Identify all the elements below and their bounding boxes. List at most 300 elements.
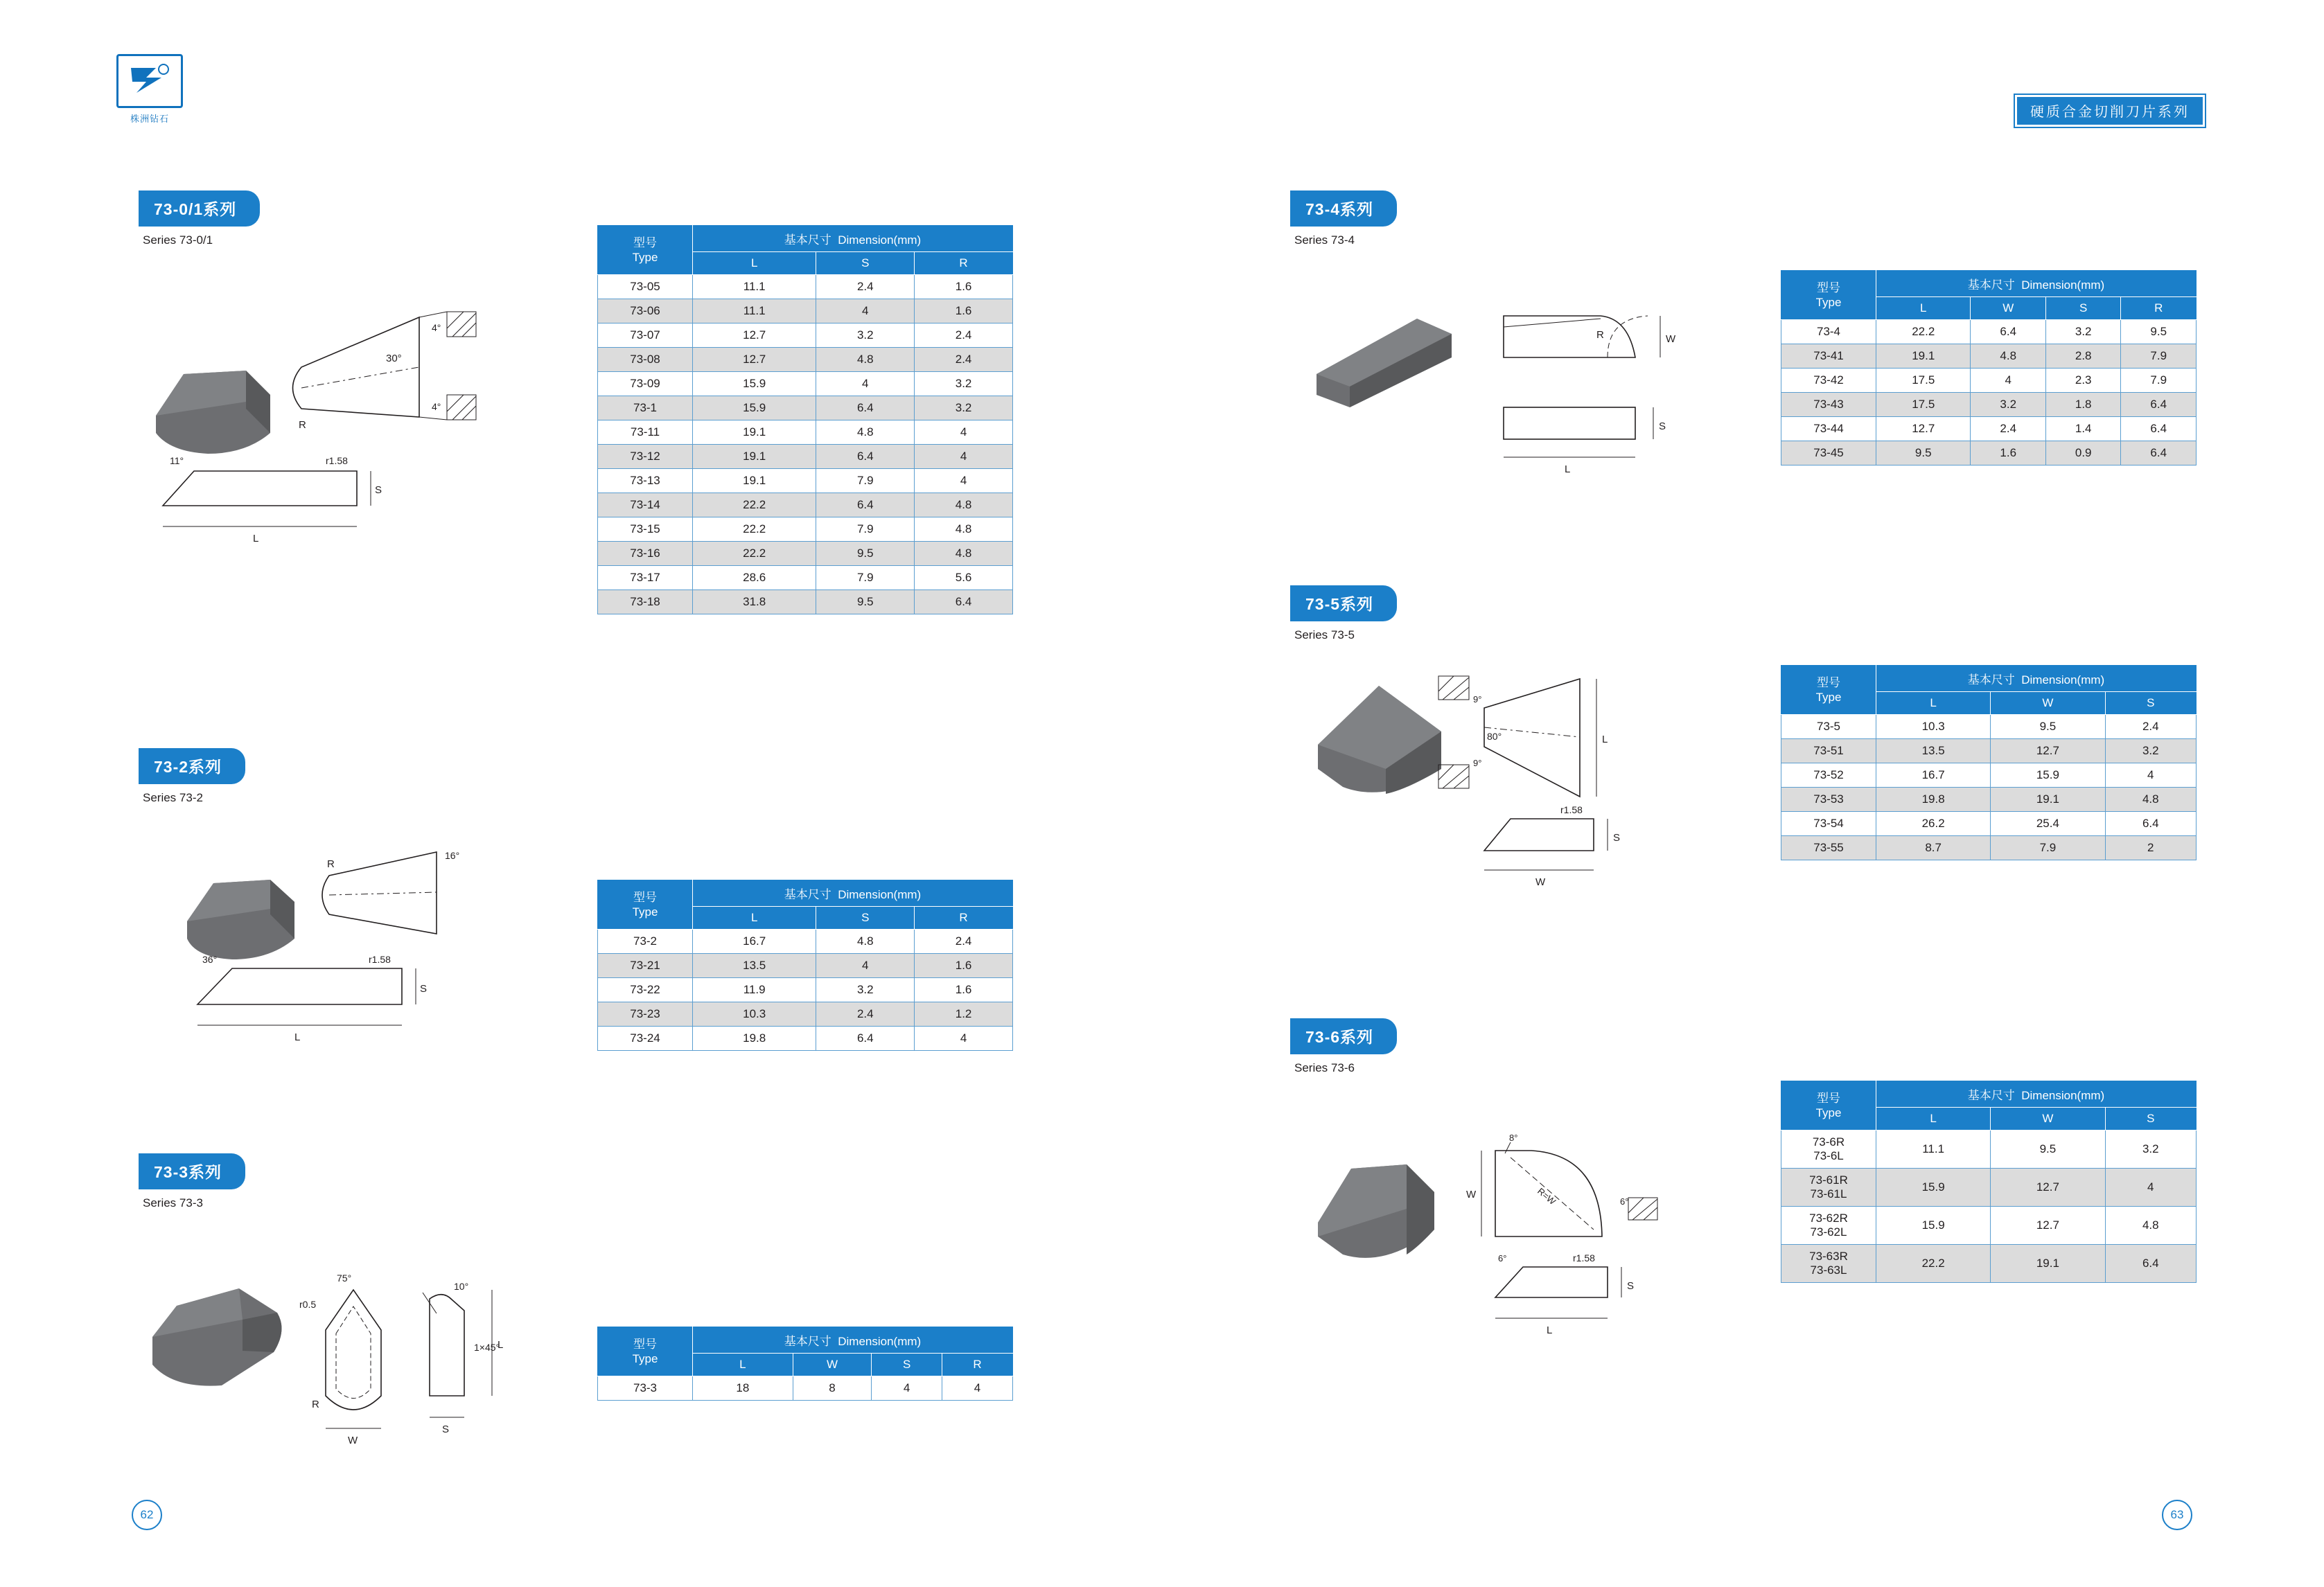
cell-value: 4.8 bbox=[816, 348, 915, 372]
header-col-s: S bbox=[2045, 297, 2120, 320]
cell-value: 4 bbox=[816, 372, 915, 396]
cell-value: 1.6 bbox=[915, 275, 1013, 299]
header-col-w: W bbox=[1991, 692, 2105, 715]
cell-value: 4.8 bbox=[915, 542, 1013, 566]
table-row bbox=[598, 348, 1013, 372]
section-heading-73-4 bbox=[1290, 190, 1397, 247]
cell-value: 3.2 bbox=[816, 978, 915, 1002]
cell-value: 6.4 bbox=[2121, 393, 2197, 417]
svg-text:S: S bbox=[420, 983, 428, 995]
header-col-l: L bbox=[693, 1354, 793, 1376]
cell-type: 73-42 bbox=[1781, 369, 1876, 393]
cell-value: 15.9 bbox=[693, 396, 816, 420]
cell-type: 73-44 bbox=[1781, 417, 1876, 441]
cell-type: 73-15 bbox=[598, 517, 693, 542]
cell-value: 6.4 bbox=[2105, 1245, 2196, 1283]
series-subtitle-73-5: Series 73-5 bbox=[1294, 628, 1355, 641]
svg-text:L: L bbox=[1547, 1324, 1553, 1336]
table-row bbox=[1781, 441, 2197, 466]
cell-type: 73-12 bbox=[598, 445, 693, 469]
svg-text:6°: 6° bbox=[1620, 1196, 1629, 1207]
cell-type: 73-61R 73-61L bbox=[1781, 1169, 1876, 1207]
cell-value: 6.4 bbox=[816, 1027, 915, 1051]
svg-text:r0.5: r0.5 bbox=[299, 1299, 317, 1310]
cell-value: 6.4 bbox=[2105, 812, 2196, 836]
svg-text:r1.58: r1.58 bbox=[1560, 804, 1583, 815]
drawing-73-2 bbox=[173, 817, 589, 1046]
cell-value: 7.9 bbox=[2121, 344, 2197, 369]
cell-type: 73-08 bbox=[598, 348, 693, 372]
cell-value: 6.4 bbox=[1971, 320, 2045, 344]
cell-value: 11.1 bbox=[693, 275, 816, 299]
svg-text:9°: 9° bbox=[1473, 758, 1482, 768]
drawing-73-3 bbox=[139, 1247, 610, 1462]
table-row bbox=[598, 978, 1013, 1002]
svg-text:30°: 30° bbox=[386, 353, 402, 364]
table-row bbox=[598, 445, 1013, 469]
cell-value: 1.2 bbox=[915, 1002, 1013, 1027]
cell-value: 4 bbox=[2105, 1169, 2196, 1207]
cell-type: 73-52 bbox=[1781, 763, 1876, 788]
cell-value: 11.9 bbox=[693, 978, 816, 1002]
table-body-73-4 bbox=[1781, 320, 2197, 466]
table-row bbox=[598, 930, 1013, 954]
cell-value: 17.5 bbox=[1876, 369, 1971, 393]
table-row bbox=[598, 566, 1013, 590]
table-row bbox=[598, 420, 1013, 445]
svg-text:R: R bbox=[299, 419, 306, 431]
drawing-73-6 bbox=[1303, 1126, 1788, 1375]
header-dimension: 基本尺寸 Dimension(mm) bbox=[1876, 666, 2197, 692]
cell-value: 16.7 bbox=[1876, 763, 1991, 788]
table-row bbox=[1781, 715, 2197, 739]
cell-value: 1.6 bbox=[915, 978, 1013, 1002]
cell-value: 15.9 bbox=[693, 372, 816, 396]
svg-text:L: L bbox=[253, 533, 259, 544]
cell-value: 4.8 bbox=[816, 420, 915, 445]
table-row bbox=[598, 1376, 1013, 1401]
cell-value: 4 bbox=[816, 954, 915, 978]
cell-value: 10.3 bbox=[693, 1002, 816, 1027]
cell-value: 8.7 bbox=[1876, 836, 1991, 860]
header-type: 型号 Type bbox=[1781, 271, 1876, 320]
cell-value: 12.7 bbox=[1991, 739, 2105, 763]
cell-value: 6.4 bbox=[2121, 417, 2197, 441]
cell-type: 73-05 bbox=[598, 275, 693, 299]
cell-type: 73-14 bbox=[598, 493, 693, 517]
svg-text:80°: 80° bbox=[1487, 731, 1502, 742]
table-row bbox=[598, 590, 1013, 614]
svg-text:r1.58: r1.58 bbox=[369, 954, 391, 965]
svg-text:R: R bbox=[312, 1399, 319, 1410]
table-73-6 bbox=[1781, 1081, 2197, 1283]
header-col-l: L bbox=[1876, 692, 1991, 715]
table-73-4 bbox=[1781, 270, 2197, 466]
table-73-3 bbox=[597, 1327, 1013, 1401]
cell-type: 73-1 bbox=[598, 396, 693, 420]
page-number-left: 62 bbox=[132, 1500, 162, 1530]
series-title-73-6: 73-6系列 bbox=[1290, 1018, 1397, 1054]
cell-value: 3.2 bbox=[1971, 393, 2045, 417]
table-row bbox=[598, 1027, 1013, 1051]
table-row bbox=[598, 372, 1013, 396]
cell-value: 6.4 bbox=[816, 493, 915, 517]
cell-type: 73-63R 73-63L bbox=[1781, 1245, 1876, 1283]
cell-value: 3.2 bbox=[2105, 739, 2196, 763]
cell-type: 73-3 bbox=[598, 1376, 693, 1401]
cell-value: 4 bbox=[915, 420, 1013, 445]
cell-value: 22.2 bbox=[1876, 320, 1971, 344]
table-body-73-2 bbox=[598, 930, 1013, 1051]
header-badge: 硬质合金切削刀片系列 bbox=[2014, 94, 2206, 128]
cell-type: 73-45 bbox=[1781, 441, 1876, 466]
cell-value: 3.2 bbox=[915, 372, 1013, 396]
cell-type: 73-53 bbox=[1781, 788, 1876, 812]
table-row bbox=[1781, 369, 2197, 393]
cell-value: 1.8 bbox=[2045, 393, 2120, 417]
cell-value: 2.4 bbox=[915, 323, 1013, 348]
cell-value: 22.2 bbox=[693, 542, 816, 566]
cell-value: 9.5 bbox=[1876, 441, 1971, 466]
header-type: 型号 Type bbox=[1781, 1081, 1876, 1131]
section-heading-73-3 bbox=[139, 1153, 245, 1210]
table-body-73-6 bbox=[1781, 1131, 2197, 1283]
table-row bbox=[1781, 788, 2197, 812]
svg-text:S: S bbox=[442, 1424, 450, 1435]
svg-text:S: S bbox=[1613, 832, 1621, 844]
cell-type: 73-2 bbox=[598, 930, 693, 954]
svg-text:L: L bbox=[1602, 734, 1608, 745]
cell-value: 9.5 bbox=[1991, 1131, 2105, 1169]
cell-value: 22.2 bbox=[693, 517, 816, 542]
header-col-r: R bbox=[942, 1354, 1013, 1376]
svg-text:L: L bbox=[498, 1339, 504, 1351]
cell-type: 73-4 bbox=[1781, 320, 1876, 344]
svg-text:8°: 8° bbox=[1509, 1133, 1518, 1143]
cell-type: 73-6R 73-6L bbox=[1781, 1131, 1876, 1169]
cell-value: 26.2 bbox=[1876, 812, 1991, 836]
header-col-r: R bbox=[915, 252, 1013, 275]
cell-value: 12.7 bbox=[1991, 1207, 2105, 1245]
header-dimension: 基本尺寸 Dimension(mm) bbox=[693, 226, 1013, 252]
svg-text:11°: 11° bbox=[170, 455, 184, 466]
table-73-0-1 bbox=[597, 225, 1013, 614]
cell-value: 4.8 bbox=[2105, 788, 2196, 812]
svg-text:R=W: R=W bbox=[1535, 1185, 1558, 1207]
cell-value: 9.5 bbox=[2121, 320, 2197, 344]
header-col-s: S bbox=[872, 1354, 942, 1376]
cell-value: 12.7 bbox=[1876, 417, 1971, 441]
cell-value: 3.2 bbox=[816, 323, 915, 348]
cell-value: 13.5 bbox=[1876, 739, 1991, 763]
cell-value: 4.8 bbox=[1971, 344, 2045, 369]
cell-type: 73-62R 73-62L bbox=[1781, 1207, 1876, 1245]
cell-value: 15.9 bbox=[1876, 1207, 1991, 1245]
series-title-73-0-1: 73-0/1系列 bbox=[139, 190, 260, 227]
table-row bbox=[1781, 417, 2197, 441]
cell-value: 10.3 bbox=[1876, 715, 1991, 739]
cell-value: 16.7 bbox=[693, 930, 816, 954]
table-row bbox=[1781, 393, 2197, 417]
header-col-l: L bbox=[1876, 1108, 1991, 1131]
cell-type: 73-06 bbox=[598, 299, 693, 323]
svg-text:10°: 10° bbox=[454, 1281, 469, 1292]
svg-text:L: L bbox=[1565, 463, 1571, 475]
company-logo bbox=[116, 54, 215, 130]
svg-text:4°: 4° bbox=[432, 401, 441, 412]
cell-value: 9.5 bbox=[816, 590, 915, 614]
table-row bbox=[1781, 1245, 2197, 1283]
cell-type: 73-23 bbox=[598, 1002, 693, 1027]
svg-text:S: S bbox=[1627, 1280, 1635, 1292]
svg-text:1×45°: 1×45° bbox=[474, 1342, 500, 1353]
table-73-2 bbox=[597, 880, 1013, 1051]
series-subtitle-73-0-1: Series 73-0/1 bbox=[143, 233, 213, 247]
series-subtitle-73-6: Series 73-6 bbox=[1294, 1061, 1355, 1074]
svg-text:16°: 16° bbox=[445, 850, 460, 861]
table-body-73-3 bbox=[598, 1376, 1013, 1401]
header-col-s: S bbox=[816, 907, 915, 930]
table-row bbox=[598, 1002, 1013, 1027]
section-heading-73-6 bbox=[1290, 1018, 1397, 1075]
section-heading-73-0-1 bbox=[139, 190, 260, 247]
cell-type: 73-41 bbox=[1781, 344, 1876, 369]
table-row bbox=[598, 517, 1013, 542]
cell-type: 73-21 bbox=[598, 954, 693, 978]
cell-value: 13.5 bbox=[693, 954, 816, 978]
table-row bbox=[598, 469, 1013, 493]
cell-value: 0.9 bbox=[2045, 441, 2120, 466]
cell-value: 4.8 bbox=[915, 493, 1013, 517]
header-col-l: L bbox=[693, 907, 816, 930]
cell-value: 6.4 bbox=[915, 590, 1013, 614]
cell-value: 19.1 bbox=[693, 469, 816, 493]
cell-value: 19.8 bbox=[1876, 788, 1991, 812]
header-dimension: 基本尺寸 Dimension(mm) bbox=[693, 880, 1013, 907]
table-body-73-5 bbox=[1781, 715, 2197, 860]
cell-value: 2.4 bbox=[1971, 417, 2045, 441]
cell-value: 19.1 bbox=[1876, 344, 1971, 369]
cell-value: 3.2 bbox=[915, 396, 1013, 420]
cell-value: 2.3 bbox=[2045, 369, 2120, 393]
cell-type: 73-11 bbox=[598, 420, 693, 445]
table-row bbox=[1781, 763, 2197, 788]
cell-value: 28.6 bbox=[693, 566, 816, 590]
cell-value: 19.1 bbox=[1991, 788, 2105, 812]
svg-text:W: W bbox=[1666, 333, 1676, 345]
page-number-right: 63 bbox=[2162, 1500, 2192, 1530]
cell-value: 2.4 bbox=[816, 275, 915, 299]
cell-value: 9.5 bbox=[1991, 715, 2105, 739]
header-col-s: S bbox=[816, 252, 915, 275]
svg-text:r1.58: r1.58 bbox=[326, 455, 348, 466]
cell-value: 6.4 bbox=[2121, 441, 2197, 466]
table-row bbox=[1781, 344, 2197, 369]
header-type: 型号 Type bbox=[598, 880, 693, 930]
svg-text:W: W bbox=[1535, 876, 1546, 888]
header-col-l: L bbox=[693, 252, 816, 275]
svg-text:W: W bbox=[348, 1435, 358, 1446]
header-dimension: 基本尺寸 Dimension(mm) bbox=[693, 1327, 1013, 1354]
svg-text:R: R bbox=[327, 858, 335, 870]
cell-value: 1.4 bbox=[2045, 417, 2120, 441]
cell-value: 19.1 bbox=[1991, 1245, 2105, 1283]
cell-value: 19.8 bbox=[693, 1027, 816, 1051]
cell-value: 7.9 bbox=[816, 517, 915, 542]
cell-type: 73-51 bbox=[1781, 739, 1876, 763]
series-subtitle-73-4: Series 73-4 bbox=[1294, 233, 1355, 247]
cell-value: 11.1 bbox=[693, 299, 816, 323]
logo-text: 株洲钻石 bbox=[130, 114, 169, 124]
table-row bbox=[1781, 1169, 2197, 1207]
cell-value: 4 bbox=[1971, 369, 2045, 393]
svg-text:6°: 6° bbox=[1498, 1253, 1507, 1264]
series-title-73-4: 73-4系列 bbox=[1290, 190, 1397, 227]
header-col-s: S bbox=[2105, 1108, 2196, 1131]
cell-value: 8 bbox=[793, 1376, 872, 1401]
svg-text:r1.58: r1.58 bbox=[1573, 1252, 1595, 1264]
cell-type: 73-16 bbox=[598, 542, 693, 566]
table-73-5 bbox=[1781, 665, 2197, 860]
cell-value: 4 bbox=[2105, 763, 2196, 788]
header-col-r: R bbox=[2121, 297, 2197, 320]
cell-value: 2.4 bbox=[915, 348, 1013, 372]
cell-value: 7.9 bbox=[2121, 369, 2197, 393]
cell-value: 11.1 bbox=[1876, 1131, 1991, 1169]
cell-value: 2 bbox=[2105, 836, 2196, 860]
cell-type: 73-18 bbox=[598, 590, 693, 614]
cell-value: 15.9 bbox=[1876, 1169, 1991, 1207]
cell-type: 73-17 bbox=[598, 566, 693, 590]
section-heading-73-5 bbox=[1290, 585, 1397, 642]
svg-text:4°: 4° bbox=[432, 322, 441, 333]
cell-value: 4 bbox=[816, 299, 915, 323]
svg-text:L: L bbox=[294, 1031, 301, 1043]
cell-value: 7.9 bbox=[816, 566, 915, 590]
cell-value: 4.8 bbox=[2105, 1207, 2196, 1245]
table-row bbox=[598, 299, 1013, 323]
header-type: 型号 Type bbox=[1781, 666, 1876, 715]
cell-type: 73-07 bbox=[598, 323, 693, 348]
header-col-s: S bbox=[2105, 692, 2196, 715]
series-subtitle-73-2: Series 73-2 bbox=[143, 791, 203, 804]
table-row bbox=[598, 396, 1013, 420]
cell-value: 4 bbox=[915, 445, 1013, 469]
cell-type: 73-09 bbox=[598, 372, 693, 396]
svg-text:S: S bbox=[1659, 420, 1666, 432]
cell-value: 2.4 bbox=[816, 1002, 915, 1027]
svg-text:9°: 9° bbox=[1473, 694, 1482, 704]
cell-value: 1.6 bbox=[915, 299, 1013, 323]
header-dimension: 基本尺寸 Dimension(mm) bbox=[1876, 1081, 2197, 1108]
cell-type: 73-54 bbox=[1781, 812, 1876, 836]
svg-text:36°: 36° bbox=[202, 954, 218, 965]
series-title-73-3: 73-3系列 bbox=[139, 1153, 245, 1189]
cell-value: 2.8 bbox=[2045, 344, 2120, 369]
drawing-73-5 bbox=[1303, 665, 1788, 901]
svg-text:S: S bbox=[375, 484, 382, 496]
logo-mark-icon bbox=[116, 54, 183, 108]
cell-value: 6.4 bbox=[816, 445, 915, 469]
series-subtitle-73-3: Series 73-3 bbox=[143, 1196, 203, 1209]
cell-value: 3.2 bbox=[2045, 320, 2120, 344]
table-row bbox=[598, 323, 1013, 348]
svg-text:75°: 75° bbox=[337, 1273, 352, 1284]
series-title-73-2: 73-2系列 bbox=[139, 748, 245, 784]
table-row bbox=[1781, 812, 2197, 836]
cell-type: 73-24 bbox=[598, 1027, 693, 1051]
header-col-w: W bbox=[1971, 297, 2045, 320]
cell-value: 12.7 bbox=[693, 323, 816, 348]
cell-value: 22.2 bbox=[693, 493, 816, 517]
table-row bbox=[598, 954, 1013, 978]
table-row bbox=[598, 493, 1013, 517]
table-row bbox=[1781, 739, 2197, 763]
cell-value: 4 bbox=[915, 1027, 1013, 1051]
table-row bbox=[1781, 836, 2197, 860]
svg-text:R: R bbox=[1596, 329, 1604, 341]
table-row bbox=[1781, 1207, 2197, 1245]
cell-value: 4.8 bbox=[816, 930, 915, 954]
cell-value: 15.9 bbox=[1991, 763, 2105, 788]
cell-value: 1.6 bbox=[915, 954, 1013, 978]
cell-value: 9.5 bbox=[816, 542, 915, 566]
cell-value: 1.6 bbox=[1971, 441, 2045, 466]
svg-text:W: W bbox=[1466, 1189, 1477, 1200]
cell-value: 12.7 bbox=[693, 348, 816, 372]
cell-value: 18 bbox=[693, 1376, 793, 1401]
table-body-73-0-1 bbox=[598, 275, 1013, 614]
cell-value: 2.4 bbox=[915, 930, 1013, 954]
cell-value: 17.5 bbox=[1876, 393, 1971, 417]
cell-value: 4 bbox=[872, 1376, 942, 1401]
cell-value: 7.9 bbox=[816, 469, 915, 493]
header-col-l: L bbox=[1876, 297, 1971, 320]
cell-value: 5.6 bbox=[915, 566, 1013, 590]
cell-type: 73-5 bbox=[1781, 715, 1876, 739]
cell-value: 6.4 bbox=[816, 396, 915, 420]
header-type: 型号 Type bbox=[598, 226, 693, 275]
header-col-w: W bbox=[1991, 1108, 2105, 1131]
header-dimension: 基本尺寸 Dimension(mm) bbox=[1876, 271, 2197, 297]
cell-type: 73-55 bbox=[1781, 836, 1876, 860]
series-title-73-5: 73-5系列 bbox=[1290, 585, 1397, 621]
cell-value: 4 bbox=[942, 1376, 1013, 1401]
cell-value: 4.8 bbox=[915, 517, 1013, 542]
cell-value: 19.1 bbox=[693, 445, 816, 469]
table-row bbox=[1781, 1131, 2197, 1169]
table-row bbox=[598, 542, 1013, 566]
section-heading-73-2 bbox=[139, 748, 245, 805]
cell-value: 22.2 bbox=[1876, 1245, 1991, 1283]
cell-value: 25.4 bbox=[1991, 812, 2105, 836]
cell-value: 31.8 bbox=[693, 590, 816, 614]
cell-value: 12.7 bbox=[1991, 1169, 2105, 1207]
cell-type: 73-22 bbox=[598, 978, 693, 1002]
cell-value: 7.9 bbox=[1991, 836, 2105, 860]
cell-value: 2.4 bbox=[2105, 715, 2196, 739]
drawing-73-0-1 bbox=[142, 298, 586, 589]
cell-value: 4 bbox=[915, 469, 1013, 493]
cell-type: 73-43 bbox=[1781, 393, 1876, 417]
header-col-w: W bbox=[793, 1354, 872, 1376]
header-col-r: R bbox=[915, 907, 1013, 930]
table-row bbox=[1781, 320, 2197, 344]
table-row bbox=[598, 275, 1013, 299]
header-type: 型号 Type bbox=[598, 1327, 693, 1376]
drawing-73-4 bbox=[1303, 291, 1788, 485]
cell-value: 3.2 bbox=[2105, 1131, 2196, 1169]
